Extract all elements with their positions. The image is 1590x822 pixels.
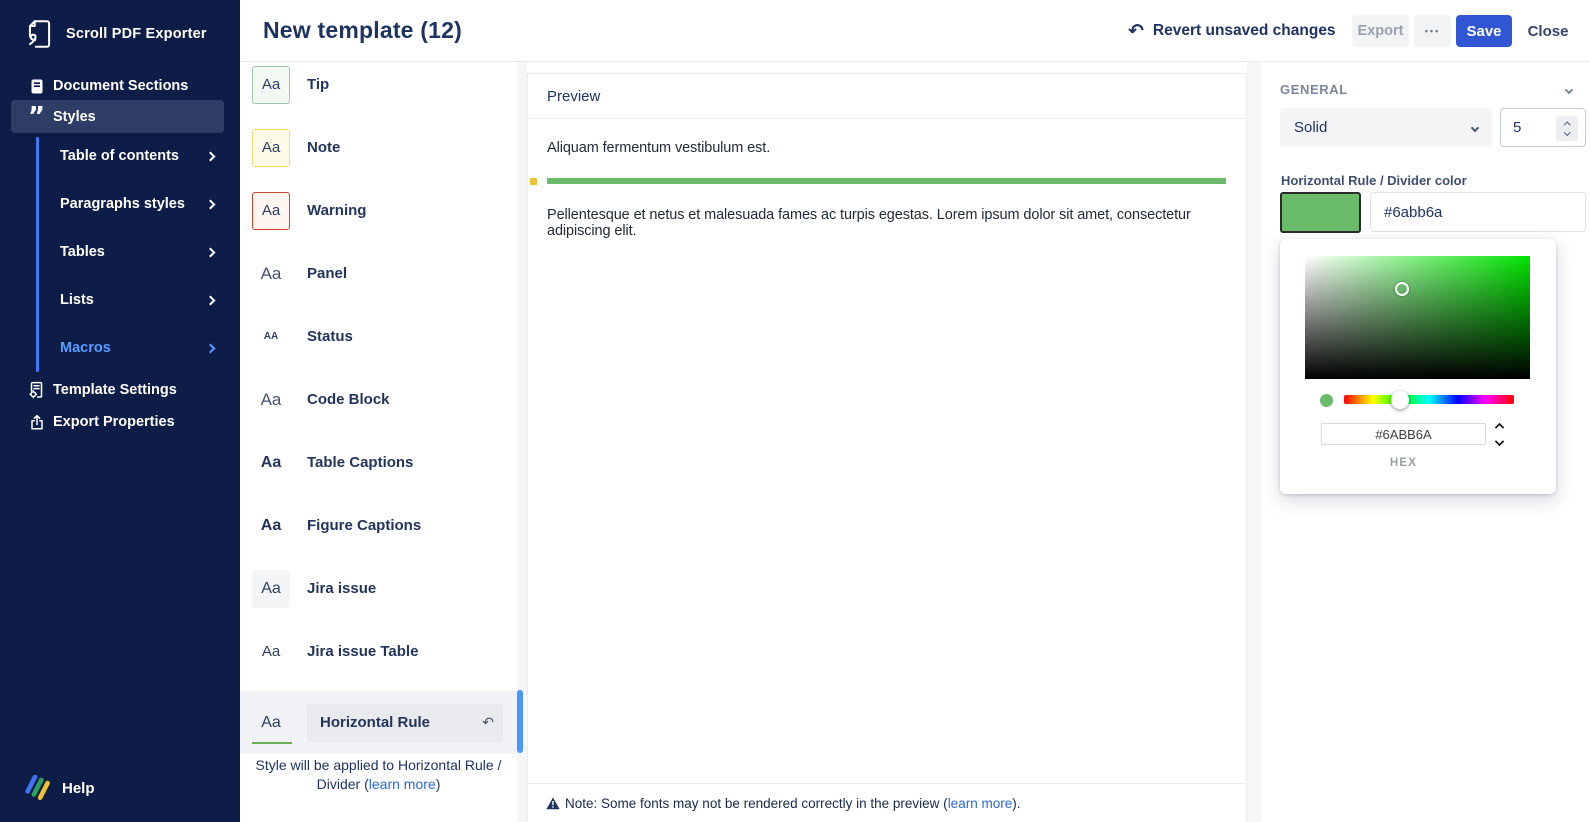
stepper-down-icon[interactable] [1495,437,1505,447]
picker-stepper[interactable] [1496,424,1503,445]
stepper-down-icon[interactable] [1564,129,1570,135]
style-sample-icon: Aa [261,713,281,731]
more-options-button[interactable]: ••• [1414,15,1451,47]
warning-triangle-icon [546,797,560,810]
sidebar-subitem-paragraphs-styles[interactable] [0,189,240,219]
line-style-select[interactable] [1280,108,1492,147]
style-item-label: Warning [307,202,367,219]
pdf-logo-icon [22,17,56,51]
hex-mode-label: HEX [1389,457,1418,469]
style-item-tip[interactable] [240,62,517,116]
current-color-dot [1320,394,1333,407]
style-item-label: Status [307,328,353,345]
reset-style-icon[interactable]: ↶ [482,714,494,731]
preview-panel [527,73,1247,822]
style-sample-icon: Aa [260,516,282,534]
color-hex-field-wrap [1370,192,1586,232]
style-item-label: Horizontal Rule [320,714,431,731]
style-item-jira-issue-table[interactable] [240,620,517,683]
sidebar-help[interactable] [0,766,240,810]
footer-text-after: ) [435,776,441,792]
sidebar-subitem-table-of-contents[interactable] [0,141,240,171]
revert-label: Revert unsaved changes [1152,22,1336,39]
thickness-input-wrap [1500,108,1586,147]
preview-paragraph: Pellentesque et netus et malesuada fames ac turpis egestas. Lorem ipsum dolor sit amet, consectetur adipiscing elit. [547,207,1191,239]
chevron-right-icon [206,199,216,209]
note-suffix: ). [1012,796,1021,811]
styles-quotes-icon: ” [27,101,46,132]
stepper-up-icon[interactable] [1564,122,1570,128]
chevron-right-icon [206,343,216,353]
sidebar-item-export-properties[interactable] [0,406,240,438]
export-button[interactable]: Export [1352,15,1409,47]
export-upload-icon [28,414,45,431]
style-sample-icon: Aa [252,192,290,230]
sidebar-item-document-sections[interactable] [0,70,240,102]
save-button[interactable]: Save [1456,15,1512,47]
panel-gap [1247,62,1262,822]
style-item-figure-captions[interactable] [240,494,517,557]
style-item-label: Jira issue Table [307,643,419,660]
header-bar [240,0,1590,62]
list-footer-note [240,756,517,794]
picker-hex-field-wrap [1321,423,1486,445]
style-sample-icon: Aa [260,453,282,471]
undo-icon: ↶ [1128,19,1144,42]
style-sample-icon: Aa [260,389,282,409]
sidebar-item-template-settings[interactable] [0,374,240,406]
style-item-code-block[interactable] [240,368,517,431]
sidebar-subitem-tables[interactable] [0,237,240,267]
style-sample-underline [252,742,292,744]
preview-horizontal-rule [547,178,1226,184]
section-title: GENERAL [1280,82,1348,97]
style-item-panel[interactable] [240,242,517,305]
divider-color-label: Horizontal Rule / Divider color [1281,173,1467,188]
preview-footer-note [528,783,1246,822]
hue-slider-handle[interactable] [1391,391,1409,409]
subitem-label: Lists [60,292,94,308]
style-item-jira-issue[interactable] [240,557,517,620]
style-item-label: Code Block [307,391,390,408]
help-label: Help [62,779,95,797]
sidebar-item-styles[interactable] [0,100,240,133]
hue-slider[interactable] [1344,395,1514,404]
style-item-label: Tip [307,76,330,93]
sidebar [0,0,240,822]
preview-header [528,74,1246,119]
style-sample-icon: AA [263,331,279,342]
chevron-down-icon[interactable] [1565,85,1573,93]
preview-paragraph: Aliquam fermentum vestibulum est. [547,140,771,156]
style-sample-icon: Aa [252,129,290,167]
list-scrollbar-thumb[interactable] [517,690,523,753]
style-item-horizontal-rule-selected[interactable] [240,691,517,754]
chevron-down-icon [1471,123,1479,131]
sidebar-item-label: Styles [53,108,96,125]
thickness-input[interactable] [1513,109,1549,146]
style-item-label: Figure Captions [307,517,422,534]
app-title: Scroll PDF Exporter [66,26,207,42]
subitem-label: Tables [60,244,105,260]
style-sample-icon: Aa [261,643,281,660]
style-item-label: Jira issue [307,580,377,597]
color-picker-popup [1280,239,1556,494]
note-text [565,796,1020,811]
style-item-label: Table Captions [307,454,414,471]
app-logo [0,10,240,58]
general-section-header[interactable] [1280,82,1572,97]
footer-learn-more-link[interactable]: learn more [368,776,436,792]
saturation-picker-circle[interactable] [1395,282,1409,296]
preview-title: Preview [547,87,601,105]
sidebar-item-label: Export Properties [53,414,175,430]
note-learn-more-link[interactable]: learn more [947,796,1013,811]
color-hex-input[interactable] [1371,193,1585,231]
style-name-field[interactable] [307,704,503,742]
footer-text: Style will be applied to Horizontal Rule / Divider ( [255,757,502,792]
help-brand-icon [23,775,53,801]
close-button[interactable]: Close [1522,15,1574,47]
sidebar-subitem-macros[interactable] [0,333,240,363]
color-swatch[interactable] [1280,192,1361,233]
page-title: New template (12) [263,17,462,43]
chevron-right-icon [206,295,216,305]
picker-hex-input[interactable] [1322,424,1485,444]
style-item-note[interactable] [240,116,517,179]
thickness-stepper[interactable] [1556,116,1578,141]
subitem-label: Table of contents [60,148,179,164]
saturation-field[interactable] [1305,256,1530,379]
style-item-label: Panel [307,265,348,282]
subitem-label: Macros [60,340,111,356]
chevron-right-icon [206,247,216,257]
chevron-right-icon [206,151,216,161]
style-item-label: Note [307,139,341,156]
styles-list-panel [240,62,517,822]
sidebar-item-label: Template Settings [53,382,177,398]
subitem-label: Paragraphs styles [60,196,185,212]
note-prefix: Note: Some fonts may not be rendered correctly in the preview ( [565,796,948,811]
style-sample-icon: Aa [252,66,290,104]
style-sample-icon: Aa [260,263,282,283]
change-indicator-marker [530,178,537,185]
document-sections-icon [28,78,45,95]
style-item-status[interactable] [240,305,517,368]
sidebar-subitem-lists[interactable] [0,285,240,315]
template-settings-icon [28,382,45,399]
style-item-warning[interactable] [240,179,517,242]
style-item-table-captions[interactable] [240,431,517,494]
sidebar-item-label: Document Sections [53,78,189,94]
line-style-value: Solid [1294,119,1328,136]
style-sample-icon: Aa [252,570,290,608]
revert-unsaved-changes-button[interactable] [1128,0,1336,62]
stepper-up-icon[interactable] [1495,423,1505,433]
